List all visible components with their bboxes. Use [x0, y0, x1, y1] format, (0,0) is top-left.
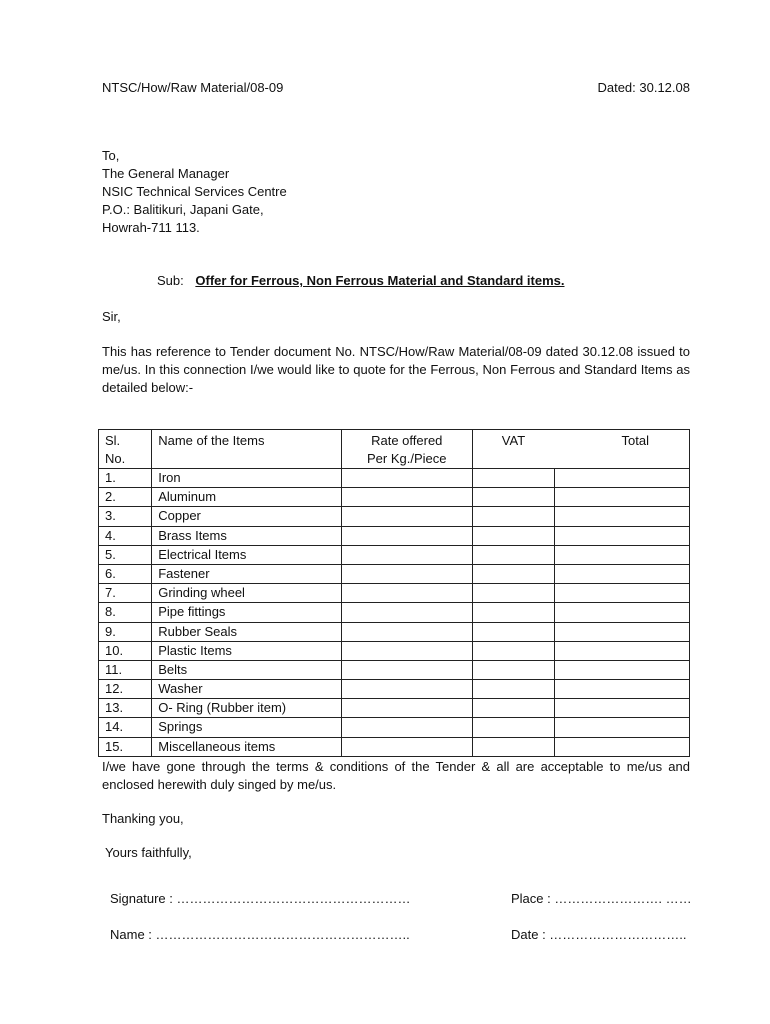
- row-total-cell: [554, 564, 689, 583]
- row-number: 6.: [99, 564, 152, 583]
- row-item-name: Belts: [152, 660, 342, 679]
- name-field: Name : …………………………………………………..: [110, 927, 410, 942]
- row-total-cell: [554, 526, 689, 545]
- row-item-name: Fastener: [152, 564, 342, 583]
- table-row: [99, 488, 690, 507]
- recipient-address: [102, 147, 287, 237]
- subject-prefix: Sub:: [157, 273, 184, 288]
- row-item-name: Copper: [152, 507, 342, 526]
- row-number: 1.: [99, 469, 152, 488]
- row-number: 11.: [99, 660, 152, 679]
- header-total: Total: [554, 430, 689, 469]
- row-rate-cell: [341, 603, 472, 622]
- row-vat-cell: [472, 488, 554, 507]
- row-item-name: Pipe fittings: [152, 603, 342, 622]
- row-number: 14.: [99, 718, 152, 737]
- row-item-name: Rubber Seals: [152, 622, 342, 641]
- subject-text: Offer for Ferrous, Non Ferrous Material and Standard items.: [195, 273, 565, 288]
- row-number: 13.: [99, 699, 152, 718]
- row-rate-cell: [341, 737, 472, 756]
- header-item-name: Name of the Items: [152, 430, 342, 469]
- items-table: [98, 429, 690, 757]
- row-rate-cell: [341, 564, 472, 583]
- row-total-cell: [554, 680, 689, 699]
- row-rate-cell: [341, 622, 472, 641]
- row-item-name: Plastic Items: [152, 641, 342, 660]
- address-line: NSIC Technical Services Centre: [102, 184, 287, 199]
- table-row: [99, 545, 690, 564]
- table-row: [99, 737, 690, 756]
- row-vat-cell: [472, 545, 554, 564]
- subject-line: [157, 273, 565, 288]
- row-number: 15.: [99, 737, 152, 756]
- row-rate-cell: [341, 526, 472, 545]
- row-number: 2.: [99, 488, 152, 507]
- thanks-line: Thanking you,: [102, 811, 184, 826]
- row-number: 12.: [99, 680, 152, 699]
- row-number: 3.: [99, 507, 152, 526]
- row-vat-cell: [472, 507, 554, 526]
- letter-date: Dated: 30.12.08: [597, 80, 690, 95]
- row-rate-cell: [341, 507, 472, 526]
- row-item-name: Miscellaneous items: [152, 737, 342, 756]
- row-number: 5.: [99, 545, 152, 564]
- header-sl-no: Sl. No.: [99, 430, 152, 469]
- table-row: [99, 564, 690, 583]
- row-total-cell: [554, 737, 689, 756]
- table-row: [99, 526, 690, 545]
- row-vat-cell: [472, 718, 554, 737]
- row-vat-cell: [472, 603, 554, 622]
- table-row: [99, 660, 690, 679]
- row-total-cell: [554, 718, 689, 737]
- table-row: [99, 584, 690, 603]
- table-row: [99, 641, 690, 660]
- row-item-name: Iron: [152, 469, 342, 488]
- row-vat-cell: [472, 680, 554, 699]
- row-rate-cell: [341, 469, 472, 488]
- row-item-name: O- Ring (Rubber item): [152, 699, 342, 718]
- row-number: 7.: [99, 584, 152, 603]
- row-total-cell: [554, 469, 689, 488]
- row-vat-cell: [472, 584, 554, 603]
- row-item-name: Springs: [152, 718, 342, 737]
- row-total-cell: [554, 584, 689, 603]
- row-total-cell: [554, 603, 689, 622]
- address-line: P.O.: Balitikuri, Japani Gate,: [102, 202, 264, 217]
- row-vat-cell: [472, 469, 554, 488]
- row-number: 8.: [99, 603, 152, 622]
- row-item-name: Washer: [152, 680, 342, 699]
- table-header-row: [99, 430, 690, 469]
- row-rate-cell: [341, 718, 472, 737]
- row-vat-cell: [472, 564, 554, 583]
- row-vat-cell: [472, 526, 554, 545]
- row-vat-cell: [472, 699, 554, 718]
- row-rate-cell: [341, 641, 472, 660]
- place-field: Place : ……………………. ……: [511, 891, 692, 906]
- row-vat-cell: [472, 622, 554, 641]
- row-rate-cell: [341, 584, 472, 603]
- row-item-name: Aluminum: [152, 488, 342, 507]
- row-vat-cell: [472, 641, 554, 660]
- table-row: [99, 622, 690, 641]
- intro-paragraph: This has reference to Tender document No. NTSC/How/Raw Material/08-09 dated 30.12.08 issued to me/us. In this connection I/we would like to quote for the Ferrous, Non Ferrous and Standard Items as detailed below:-: [102, 344, 690, 395]
- row-total-cell: [554, 660, 689, 679]
- address-line: Howrah-711 113.: [102, 220, 200, 235]
- row-rate-cell: [341, 699, 472, 718]
- closing-paragraph: I/we have gone through the terms & conditions of the Tender & all are acceptable to me/us and enclosed herewith duly singed by me/us.: [102, 759, 690, 792]
- row-total-cell: [554, 545, 689, 564]
- salutation: Sir,: [102, 309, 121, 324]
- row-number: 4.: [99, 526, 152, 545]
- address-line: The General Manager: [102, 166, 230, 181]
- yours-faithfully: Yours faithfully,: [105, 845, 192, 860]
- table-row: [99, 507, 690, 526]
- row-total-cell: [554, 488, 689, 507]
- row-rate-cell: [341, 660, 472, 679]
- row-rate-cell: [341, 680, 472, 699]
- table-row: [99, 680, 690, 699]
- table-row: [99, 469, 690, 488]
- row-vat-cell: [472, 737, 554, 756]
- reference-number: NTSC/How/Raw Material/08-09: [102, 80, 284, 95]
- table-row: [99, 699, 690, 718]
- row-item-name: Brass Items: [152, 526, 342, 545]
- row-total-cell: [554, 507, 689, 526]
- address-line: To,: [102, 148, 120, 163]
- row-number: 10.: [99, 641, 152, 660]
- row-rate-cell: [341, 545, 472, 564]
- header-rate: Rate offered Per Kg./Piece: [341, 430, 472, 469]
- row-item-name: Grinding wheel: [152, 584, 342, 603]
- table-row: [99, 718, 690, 737]
- row-item-name: Electrical Items: [152, 545, 342, 564]
- header-vat: VAT: [472, 430, 554, 469]
- date-field: Date : …………………………..: [511, 927, 687, 942]
- row-total-cell: [554, 699, 689, 718]
- row-total-cell: [554, 641, 689, 660]
- row-rate-cell: [341, 488, 472, 507]
- row-number: 9.: [99, 622, 152, 641]
- table-row: [99, 603, 690, 622]
- row-vat-cell: [472, 660, 554, 679]
- signature-field: Signature : ………………………………………………: [110, 891, 411, 906]
- row-total-cell: [554, 622, 689, 641]
